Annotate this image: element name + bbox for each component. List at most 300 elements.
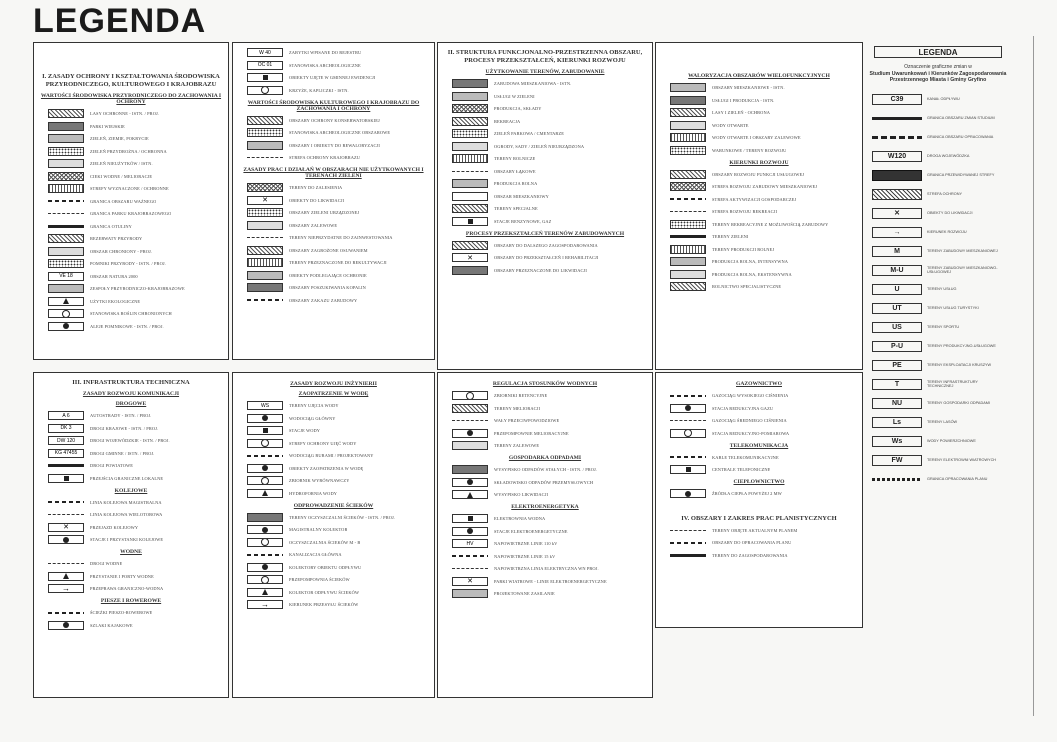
legend-item [233, 599, 434, 610]
section-heading: DROGOWE [115, 401, 147, 408]
legend-item [656, 120, 862, 131]
legend-symbol [247, 208, 283, 217]
legend-label: STACJE BENZYNOWE, GAZ [494, 218, 552, 224]
amendment-item [868, 244, 1008, 258]
legend-item [233, 182, 434, 193]
amendment-item [868, 396, 1008, 410]
amendment-symbol: PE [872, 360, 922, 371]
legend-symbol [670, 146, 706, 155]
legend-label: WODY OTWARTE [712, 122, 749, 128]
legend-label: DROGI KRAJOWE - ISTN. / PROJ. [90, 425, 159, 431]
legend-item [438, 477, 652, 488]
section-heading: PROCESY PRZEKSZTAŁCEŃ TERENÓW ZABUDOWANYCH [465, 230, 625, 237]
legend-item [233, 72, 434, 83]
legend-label: ZIELEŃ PARKOWA / CMENTARZE [494, 131, 565, 137]
legend-list [233, 400, 434, 499]
legend-item [233, 475, 434, 486]
legend-label: MAGISTRALNY KOLEKTOR [289, 527, 348, 532]
legend-item [233, 152, 434, 163]
legend-item [34, 258, 228, 269]
legend-list [438, 464, 652, 500]
legend-label: OBIEKTY DO LIKWIDACJI [289, 197, 345, 203]
legend-item [656, 132, 862, 143]
legend-item [233, 413, 434, 424]
amendment-label: TERENY USŁUG [927, 286, 957, 291]
legend-item [438, 153, 652, 164]
amendment-item [868, 377, 1008, 391]
legend-symbol [48, 284, 84, 293]
legend-item [233, 245, 434, 256]
legend-item [656, 231, 862, 242]
legend-label: PRZEPOMPOWNIA ŚCIEKÓW [289, 577, 350, 582]
legend-item [656, 452, 862, 463]
legend-symbol [452, 142, 488, 151]
legend-item [438, 390, 652, 401]
legend-label: OBSZARY ZALEWOWE [289, 222, 338, 228]
legend-item [656, 550, 862, 561]
amendment-label: TERENY SPORTU [927, 324, 960, 329]
legend-label: REKREACJA [494, 118, 521, 124]
amendment-label: GRANICA OPRACOWANIA PLANU [927, 476, 988, 481]
legend-label: DROGI POWIATOWE [90, 463, 134, 469]
legend-item [656, 525, 862, 536]
legend-item [438, 428, 652, 439]
legend-label: OBSZARY I OBIEKTY DO REWALORYZACJI [289, 142, 380, 148]
amendment-symbol [872, 189, 922, 200]
legend-item [34, 534, 228, 545]
section-heading: CIEPŁOWNICTWO [733, 479, 785, 485]
legend-item [438, 265, 652, 276]
legend-item [233, 425, 434, 436]
legend-symbol [670, 96, 706, 105]
panel-title: IV. OBSZARY I ZAKRES PRAC PLANISTYCZNYCH [681, 515, 837, 522]
legend-list [438, 78, 652, 227]
legend-label: TERENY NIEPRZYDATNE DO ZAINWESTOWANIA [289, 235, 393, 240]
legend-symbol [452, 129, 488, 138]
legend-item [438, 91, 652, 102]
legend-symbol [247, 196, 283, 205]
amendment-item [868, 168, 1008, 182]
legend-symbol [452, 429, 488, 438]
legend-label: TERENY MELIORACJI [494, 405, 541, 411]
legend-symbol [452, 490, 488, 499]
legend-list [656, 169, 862, 293]
legend-label: WODOCIĄG RURAMI / PROJEKTOWANY [289, 453, 374, 458]
legend-symbol: VE 18 [48, 272, 84, 281]
legend-item [34, 171, 228, 182]
legend-symbol [48, 259, 84, 268]
legend-item [233, 270, 434, 281]
legend-item [438, 166, 652, 177]
legend-item [34, 208, 228, 219]
legend-label: NAPOWIETRZNE LINIE 15 kV [494, 553, 556, 559]
panel-title: III. INFRASTRUKTURA TECHNICZNA [72, 379, 190, 386]
legend-symbol [452, 568, 488, 569]
legend-item [34, 158, 228, 169]
legend-list [656, 82, 862, 156]
legend-label: LINIA KOLEJOWA WIELOTOROWA [90, 512, 163, 518]
amendment-item [868, 130, 1008, 144]
amendment-label: WODY POWIERZCHNIOWE [927, 438, 976, 443]
legend-symbol [247, 116, 283, 125]
legend-symbol [670, 108, 706, 117]
legend-symbol [48, 247, 84, 256]
legend-label: OBSZAR NATURA 2000 [90, 273, 138, 279]
legend-label: ZIELEŃ NIEUŻYTKÓW / ISTN. [90, 161, 153, 167]
amendment-label: TERENY PRODUKCYJNO-USŁUGOWE [927, 343, 996, 348]
legend-item [233, 295, 434, 306]
legend-item [34, 423, 228, 434]
legend-symbol [670, 489, 706, 498]
legend-item [233, 282, 434, 293]
legend-list [34, 497, 228, 546]
amendment-label: STREFA OCHRONY [927, 191, 963, 196]
legend-symbol [452, 420, 488, 421]
legend-label: OBIEKTY UJĘTE W GMINNEJ EWIDENCJI [289, 75, 376, 80]
legend-label: CENTRALE TELEFONICZNE [712, 467, 771, 472]
legend-symbol [670, 395, 706, 397]
legend-symbol [247, 183, 283, 192]
legend-label: TERENY PRODUKCJI ROLNEJ [712, 246, 775, 252]
legend-item [656, 390, 862, 401]
legend-list [656, 452, 862, 476]
legend-item [34, 283, 228, 294]
amendment-label: KANAŁ ODPŁYWU [927, 96, 960, 101]
legend-label: STACJE ELEKTROENERGETYCZNE [494, 528, 568, 534]
legend-label: OBSZARY DO PRZEKSZTAŁCEŃ I REHABILITACJI [494, 255, 599, 261]
amendment-label: TERENY INFRASTRUKTURY TECHNICZNEJ [927, 379, 978, 388]
legend-item [438, 240, 652, 251]
legend-item [438, 78, 652, 89]
legend-label: KABLE TELEKOMUNIKACYJNE [712, 454, 779, 460]
legend-item [438, 141, 652, 152]
amendment-symbol: ✕ [872, 208, 922, 219]
legend-item [34, 196, 228, 207]
legend-label: ZESPOŁY PRZYRODNICZO-KRAJOBRAZOWE [90, 286, 185, 292]
legend-label: KRZYŻE, KAPLICZKI - ISTN. [289, 87, 349, 93]
legend-item [34, 583, 228, 594]
legend-symbol [48, 474, 84, 483]
legend-symbol [452, 465, 488, 474]
legend-label: PRODUKCJA ROLNA, INTENSYWNA [712, 259, 789, 264]
legend-item [656, 256, 862, 267]
legend-item [34, 410, 228, 421]
legend-symbol [452, 192, 488, 201]
amendment-item [868, 320, 1008, 334]
legend-symbol [452, 555, 488, 557]
legend-symbol [670, 235, 706, 238]
legend-symbol [452, 92, 488, 101]
legend-symbol [452, 266, 488, 275]
amendment-label: TERENY ELEKTROWNI WIATROWYCH [927, 457, 997, 462]
legend-item [233, 488, 434, 499]
legend-symbol [247, 464, 283, 473]
legend-label: DROGI WOJEWÓDZKIE - ISTN. / PROJ. [90, 438, 170, 444]
legend-symbol [48, 612, 84, 614]
amendment-item [868, 149, 1008, 163]
legend-label: TERENY ZALEWOWE [494, 443, 540, 448]
legend-item [438, 464, 652, 475]
legend-symbol [48, 523, 84, 532]
legend-symbol [48, 234, 84, 243]
legend-item [656, 181, 862, 192]
legend-item [34, 246, 228, 257]
legend-symbol [48, 134, 84, 143]
legend-symbol [48, 563, 84, 564]
legend-symbol [247, 299, 283, 301]
legend-label: ROLNICTWO SPECJALISTYCZNE [712, 284, 782, 289]
amendment-symbol: M [872, 246, 922, 257]
legend-label: WAŁY PRZECIWPOWODZIOWE [494, 418, 560, 423]
legend-symbol [247, 426, 283, 435]
legend-label: ZBIORNIKI RETENCYJNE [494, 393, 548, 398]
legend-item [438, 588, 652, 599]
legend-symbol [247, 221, 283, 230]
legend-label: ŹRÓDŁA CIEPŁA POWYŻEJ 2 MW [712, 491, 782, 496]
legend-item [656, 269, 862, 280]
legend-symbol [670, 404, 706, 413]
legend-symbol [247, 476, 283, 485]
legend-item [438, 116, 652, 127]
legend-list [34, 607, 228, 631]
legend-symbol [452, 117, 488, 126]
legend-item [233, 512, 434, 523]
legend-label: KIERUNEK PRZESYŁU ŚCIEKÓW [289, 602, 359, 607]
legend-label: SKŁADOWISKO ODPADÓW PRZEMYSŁOWYCH [494, 479, 594, 485]
legend-symbol [670, 429, 706, 438]
legend-item [438, 415, 652, 426]
panel-gas-telecom-planning [655, 372, 863, 628]
legend-symbol [247, 73, 283, 82]
legend-label: UŻYTKI EKOLOGICZNE [90, 298, 141, 304]
legend-item [233, 587, 434, 598]
legend-symbol [247, 563, 283, 572]
legend-symbol [247, 513, 283, 522]
legend-item [233, 438, 434, 449]
amendment-label: KIERUNEK ROZWOJU [927, 229, 967, 234]
legend-symbol [452, 577, 488, 586]
legend-label: TERENY DO ZALESIENIA [289, 185, 343, 190]
legend-label: GAZOCIĄG ŚREDNIEGO CIŚNIENIA [712, 418, 787, 423]
legend-symbol [48, 172, 84, 181]
legend-label: USŁUGI I PRODUKCJA - ISTN. [712, 97, 775, 103]
legend-list [656, 488, 862, 499]
amendment-symbol: M-U [872, 265, 922, 276]
section-heading: KOLEJOWE [114, 487, 148, 494]
legend-label: TERENY ZIELENI [712, 234, 749, 239]
legend-list [438, 240, 652, 276]
legend-label: KANALIZACJA GŁÓWNA [289, 552, 342, 557]
legend-symbol [48, 122, 84, 131]
legend-item [233, 400, 434, 411]
amendment-symbol: Ls [872, 417, 922, 428]
legend-label: OBSZARY ROZWOJU FUNKCJI USŁUGOWEJ [712, 171, 805, 177]
amendment-label: DROGA WOJEWÓDZKA [927, 153, 970, 158]
legend-item [34, 296, 228, 307]
legend-item [233, 450, 434, 461]
legend-label: ŚCIEŻKI PIESZO-ROWEROWE [90, 610, 153, 616]
legend-label: PRODUKCJA ROLNA, EKSTENSYWNA [712, 271, 792, 277]
legend-item [233, 524, 434, 535]
legend-symbol [48, 464, 84, 467]
legend-label: ALEJE POMNIKOWE - ISTN. / PROJ. [90, 323, 164, 329]
legend-symbol [48, 501, 84, 503]
legend-label: KOLEKTOR ODPŁYWU ŚCIEKÓW [289, 589, 360, 595]
legend-item [656, 169, 862, 180]
legend-item [438, 440, 652, 451]
legend-symbol [670, 542, 706, 544]
amendment-symbol: U [872, 284, 922, 295]
legend-item [34, 497, 228, 508]
legend-list [656, 390, 862, 439]
legend-label: ZBIORNIK WYRÓWNAWCZY [289, 478, 350, 483]
legend-symbol [247, 141, 283, 150]
legend-item [34, 473, 228, 484]
section-heading: ODPROWADZENIE ŚCIEKÓW [293, 502, 374, 509]
amendment-symbol: P-U [872, 341, 922, 352]
legend-symbol [670, 530, 706, 531]
legend-label: OBSZAR MIESZKANIOWY [494, 193, 549, 199]
legend-item [656, 537, 862, 548]
legend-symbol [247, 538, 283, 547]
legend-symbol [452, 171, 488, 172]
amendment-symbol: T [872, 379, 922, 390]
section-heading: KIERUNKI ROZWOJU [729, 159, 789, 166]
amendment-item [868, 187, 1008, 201]
legend-symbol [48, 225, 84, 228]
amendment-item [868, 206, 1008, 220]
legend-label: OBIEKTY PODLEGAJĄCE OCHRONIE [289, 272, 367, 278]
amendment-item [868, 111, 1008, 125]
legend-item [656, 415, 862, 426]
amendment-label: GRANICA OBSZARU ZMIAN STUDIUM [927, 115, 995, 120]
legend-item [233, 463, 434, 474]
legend-label: PRZYSTANIE I PORTY WODNE [90, 573, 154, 579]
legend-symbol [247, 525, 283, 534]
legend-item [656, 107, 862, 118]
legend-item [34, 571, 228, 582]
amendment-label: TERENY LASÓW [927, 419, 958, 424]
legend-label: GAZOCIĄG WYSOKIEGO CIŚNIENIA [712, 393, 789, 398]
legend-item [656, 206, 862, 217]
legend-item [34, 321, 228, 332]
legend-label: STANOWISKA ROŚLIN CHRONIONYCH [90, 311, 172, 317]
legend-list [233, 182, 434, 306]
legend-item [34, 146, 228, 157]
panel-title: II. STRUKTURA FUNKCJONALNO-PRZESTRZENNA OBSZARU, PROCESY PRZEKSZTAŁCEŃ, KIERUNKI ROZWOJU [447, 49, 643, 65]
legend-label: WYSYPISKO LIKWIDACJI [494, 492, 549, 497]
legend-item [656, 403, 862, 414]
legend-label: TERENY OBJĘTE AKTUALNYM PLANEM [712, 527, 798, 533]
amendments-legend-subtitle [868, 64, 1008, 84]
legend-symbol [452, 154, 488, 163]
legend-list [233, 115, 434, 164]
legend-symbol [670, 465, 706, 474]
legend-item [438, 252, 652, 263]
legend-label: OBSZARY OCHRONY KONSERWATORSKIEJ [289, 117, 380, 123]
legend-label: OBSZAR CHRONIONY - PROJ. [90, 248, 153, 254]
amendment-item [868, 282, 1008, 296]
amendment-label: TERENY ZABUDOWY MIESZKANIOWEJ [927, 248, 998, 253]
legend-label: WARUNKOWE / TERENY ROZWOJU [712, 147, 787, 153]
legend-symbol [48, 584, 84, 593]
legend-symbol [48, 514, 84, 515]
legend-label: ZIELEŃ, ZIEMIE, POKRYCIE [90, 136, 149, 142]
legend-item [656, 488, 862, 499]
legend-symbol: WS [247, 401, 283, 410]
section-heading: WARTOŚCI ŚRODOWISKA KULTUROWEGO I KRAJOBRAZU DO ZACHOWANIA I OCHRONY [247, 99, 420, 112]
amendment-symbol: FW [872, 455, 922, 466]
legend-item [438, 489, 652, 500]
legend-symbol [48, 322, 84, 331]
amendment-label: TERENY EKSPLOATACJI KRUSZYW [927, 362, 992, 367]
legend-item [34, 108, 228, 119]
legend-label: SZLAKI KAJAKOWE [90, 622, 133, 628]
legend-item [438, 526, 652, 537]
legend-label: OBSZARY ZAGROŻONE OSUWANIEM [289, 247, 368, 253]
legend-symbol [670, 121, 706, 130]
legend-item [233, 47, 434, 58]
panel-title: I. ZASADY OCHRONY I KSZTAŁTOWANIA ŚRODOWISKA PRZYRODNICZEGO, KULTUROWEGO I KRAJOBRAZU [42, 73, 220, 89]
legend-label: PARKI WIATROWE - LINIE ELEKTROENERGETYCZNE [494, 578, 607, 584]
legend-item [233, 60, 434, 71]
legend-item [34, 308, 228, 319]
legend-symbol: DK 3 [48, 424, 84, 433]
section-heading: ZASADY PRAC I DZIAŁAŃ W OBSZARACH NIE UŻYTKOWANYCH I TERENACH ZIELENI [243, 167, 424, 179]
panel-environment-protection [33, 42, 229, 360]
panel-development-directions [655, 42, 863, 370]
legend-symbol [670, 83, 706, 92]
legend-symbol [670, 170, 706, 179]
legend-symbol [452, 478, 488, 487]
section-heading: UŻYTKOWANIE TERENÓW, ZABUDOWANIE [485, 69, 605, 76]
legend-symbol [247, 86, 283, 95]
legend-symbol [670, 245, 706, 254]
amendment-item [868, 415, 1008, 429]
section-heading: ZASADY ROZWOJU INŻYNIERII [290, 381, 377, 387]
amendment-symbol [872, 117, 922, 120]
legend-label: PRZEPOMPOWNIE MELIORACYJNE [494, 430, 569, 436]
legend-symbol [247, 246, 283, 255]
legend-symbol [48, 109, 84, 118]
legend-item [438, 128, 652, 139]
legend-symbol [452, 204, 488, 213]
legend-label: STACJE WODY [289, 428, 321, 433]
legend-list [438, 390, 652, 451]
amendment-label: OBIEKTY DO LIKWIDACJI [927, 210, 973, 215]
subtitle-study-name: Studium Uwarunkowań i Kierunków Zagospodarowania Przestrzennego Miasta i Gminy Gryfino [869, 70, 1007, 84]
amendment-item [868, 434, 1008, 448]
legend-symbol [670, 554, 706, 557]
legend-label: KOLEKTORY OBIEKTU ODPŁYWU [289, 564, 362, 570]
legend-label: PROJEKTOWANE ZASILANIE [494, 591, 555, 596]
legend-symbol [48, 297, 84, 306]
legend-label: GRANICA PARKU KRAJOBRAZOWEGO [90, 211, 172, 217]
legend-label: PRZEPRAWA GRANICZNO-WODNA [90, 586, 164, 592]
amendment-symbol: → [872, 227, 922, 238]
legend-label: STREFY OCHRONY UJĘĆ WODY [289, 440, 357, 446]
legend-symbol: KG 47455 [48, 449, 84, 458]
legend-symbol [452, 527, 488, 536]
legend-label: OBSZARY ZIELENI URZĄDZONEJ [289, 210, 360, 215]
legend-label: HYDROFORNIA WODY [289, 490, 337, 496]
legend-symbol [48, 200, 84, 202]
legend-item [656, 145, 862, 156]
legend-item [34, 435, 228, 446]
panel-functional-structure [437, 42, 653, 370]
legend-label: STREFY WYZNACZONE / OCHRONNE [90, 186, 169, 192]
section-heading: PIESZE I ROWEROWE [100, 598, 162, 605]
